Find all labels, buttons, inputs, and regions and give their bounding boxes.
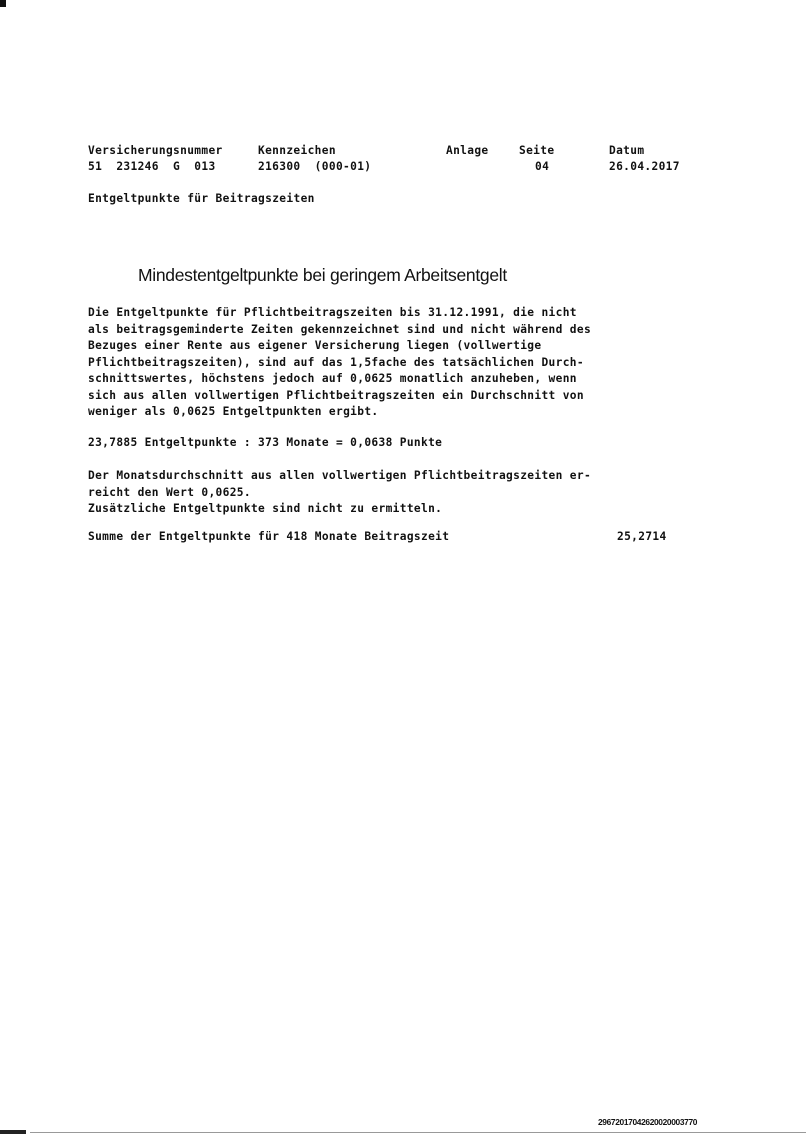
paragraph-line: Die Entgeltpunkte für Pflichtbeitragszeiten bis 31.12.1991, die nicht bbox=[88, 306, 577, 319]
paragraph-line: weniger als 0,0625 Entgeltpunkten ergibt. bbox=[88, 405, 379, 418]
label-seite: Seite bbox=[519, 144, 555, 157]
paragraph-line: schnittswertes, höchstens jedoch auf 0,0625 monatlich anzuheben, wenn bbox=[88, 372, 577, 385]
paragraph-line: Der Monatsdurchschnitt aus allen vollwertigen Pflichtbeitragszeiten er- bbox=[88, 469, 592, 482]
scan-mark-top bbox=[0, 0, 6, 7]
value-datum: 26.04.2017 bbox=[609, 160, 680, 173]
summary-value: 25,2714 bbox=[617, 530, 667, 543]
paragraph-explanation bbox=[88, 305, 591, 421]
value-seite: 04 bbox=[535, 160, 550, 173]
value-kennzeichen: 216300 (000-01) bbox=[258, 160, 372, 173]
page-heading: Mindestentgeltpunkte bei geringem Arbeitsentgelt bbox=[138, 265, 507, 285]
label-anlage: Anlage bbox=[446, 144, 489, 157]
barcode-number: 29672017042620020003770 bbox=[598, 1117, 698, 1127]
label-kennzeichen: Kennzeichen bbox=[258, 144, 336, 157]
paragraph-line: als beitragsgeminderte Zeiten gekennzeichnet sind und nicht während des bbox=[88, 322, 592, 336]
scan-line-bottom bbox=[30, 1132, 806, 1133]
summary-label: Summe der Entgeltpunkte für 418 Monate Beitragszeit bbox=[88, 530, 450, 543]
paragraph-line: Bezuges einer Rente aus eigener Versicherung liegen (vollwertige bbox=[88, 339, 542, 352]
label-datum: Datum bbox=[609, 144, 645, 157]
paragraph-line: sich aus allen vollwertigen Pflichtbeitragszeiten ein Durchschnitt von bbox=[88, 388, 584, 402]
value-versicherungsnummer: 51 231246 G 013 bbox=[88, 160, 216, 173]
paragraph-line: Pflichtbeitragszeiten), sind auf das 1,5fache des tatsächlichen Durch- bbox=[88, 355, 584, 369]
paragraph-line: Zusätzliche Entgeltpunkte sind nicht zu ermitteln. bbox=[88, 502, 443, 515]
scan-mark-bottom bbox=[0, 1130, 26, 1134]
paragraph-result bbox=[88, 468, 591, 518]
label-versicherungsnummer: Versicherungsnummer bbox=[88, 144, 223, 157]
paragraph-line: reicht den Wert 0,0625. bbox=[88, 485, 251, 499]
section-title: Entgeltpunkte für Beitragszeiten bbox=[88, 192, 315, 205]
calculation-line: 23,7885 Entgeltpunkte : 373 Monate = 0,0638 Punkte bbox=[88, 436, 443, 449]
